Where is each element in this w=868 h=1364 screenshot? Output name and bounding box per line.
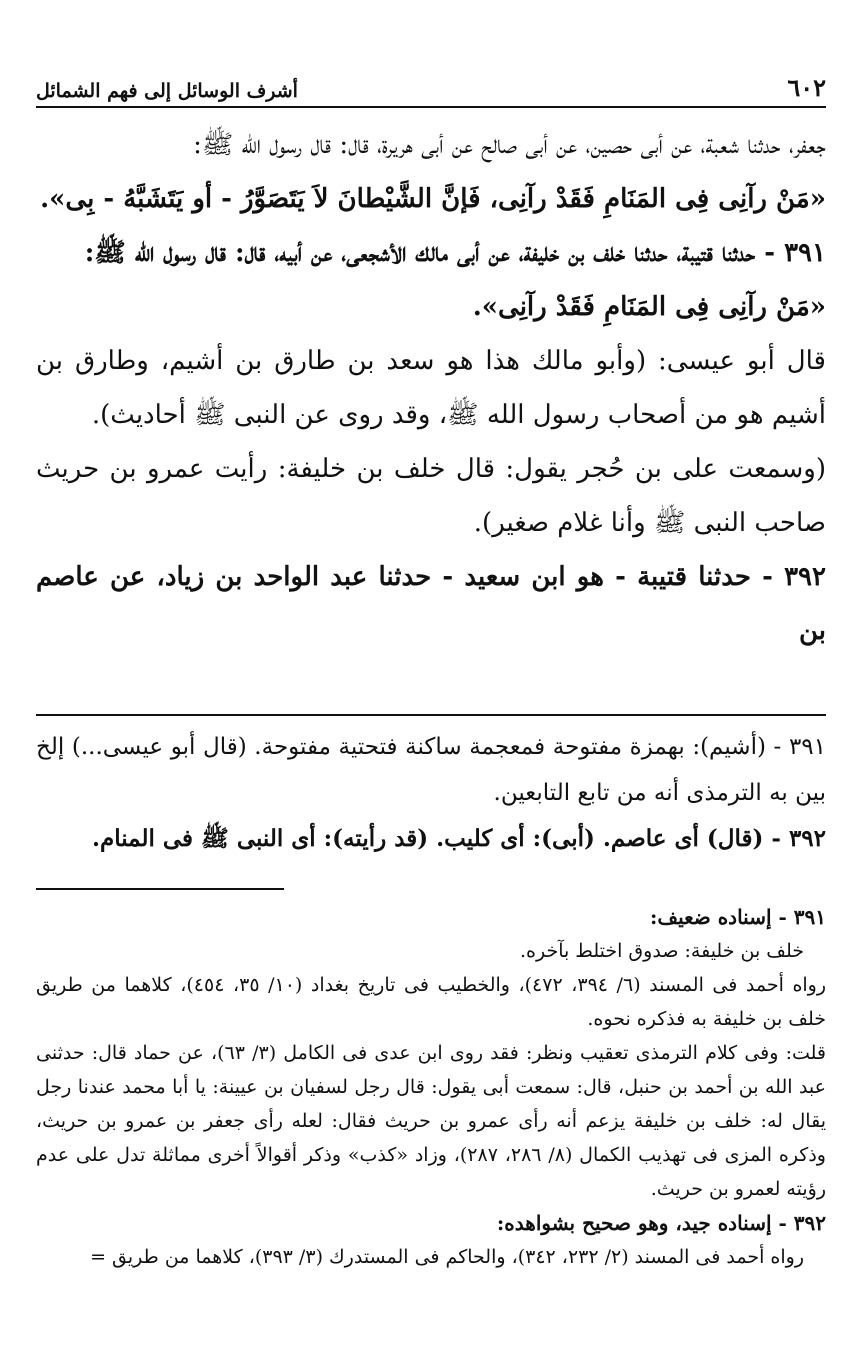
running-header <box>36 62 826 108</box>
takhrij-section <box>36 900 826 1274</box>
takhrij-line: خلف بن خليفة: صدوق اختلط بآخره. <box>519 940 804 962</box>
hadith-isnad-392: ٣٩٢ - حدثنا قتيبة - هو ابن سعيد - حدثنا عبد الواحد بن زياد، عن عاصم بن <box>36 562 826 646</box>
takhrij-divider <box>36 888 284 890</box>
footnote-divider <box>36 714 826 716</box>
takhrij-line: قلت: وفى كلام الترمذى تعقيب ونظر: فقد روى ابن عدى فى الكامل (٣/ ٦٣)، عن حماد قال: حدثنى عبد الله بن أحمد بن حنبل، قال: سمعت أبى يقول: قال رجل لسفيان بن عيينة: يا أبا محمد عندنا رجل يقال له: خلف بن خليفة يزعم أنه رأى عمرو بن حريث فقال: لعله رأى جعفر بن عمرو بن حريث، وذكره المزى فى تهذيب الكمال (٨/ ٢٨٦، ٢٨٧)، وزاد «كذب» وذكر أقوالاً أخرى مماثلة تدل على عدم رؤيته لعمرو بن حريث. <box>36 1042 826 1200</box>
main-text <box>36 118 826 658</box>
takhrij-line: رواه أحمد فى المسند (٦/ ٣٩٤، ٤٧٢)، والخطيب فى تاريخ بغداد (١٠/ ٣٥، ٤٥٤)، كلاهما من طريق خلف بن خليفة به فذكره نحوه. <box>36 974 827 1030</box>
main-paragraph: (وسمعت على بن حُجر يقول: قال خلف بن خليفة: رأيت عمرو بن حريث صاحب النبى ﷺ وأنا غلام صغير). <box>36 454 826 538</box>
page-number: ٦٠٢ <box>787 73 826 102</box>
hadith-text: «مَنْ رآنِى فِى المَنَامِ فَقَدْ رآنِى، فَإنَّ الشَّيْطانَ لاَ يَتَصَوَّرُ - أو يَتَشَبَّهُ - بِى». <box>40 184 826 214</box>
note-392: ٣٩٢ - (قال) أى عاصم. (أبى): أى كليب. (قد رأيته): أى النبى ﷺ فى المنام. <box>91 825 826 852</box>
commentary-notes <box>36 724 826 862</box>
takhrij-heading-392: ٣٩٢ - إسناده جيد، وهو صحيح بشواهده: <box>496 1211 826 1235</box>
takhrij-line: رواه أحمد فى المسند (٢/ ٢٣٢، ٣٤٢)، والحاكم فى المستدرك (٣/ ٣٩٣)، كلاهما من طريق = <box>90 1246 804 1268</box>
hadith-text: «مَنْ رآنِى فِى المَنَامِ فَقَدْ رآنِى». <box>472 292 826 322</box>
main-paragraph: قال أبو عيسى: (وأبو مالك هذا هو سعد بن طارق بن أشيم، وطارق بن أشيم هو من أصحاب رسول الله ﷺ، وقد روى عن النبى ﷺ أحاديث). <box>36 346 826 430</box>
takhrij-heading-391: ٣٩١ - إسناده ضعيف: <box>649 905 826 929</box>
hadith-isnad-391: ٣٩١ - حدثنا قتيبة، حدثنا خلف بن خليفة، عن أبى مالك الأشجعى، عن أبيه، قال: قال رسول الله ﷺ: <box>84 238 826 268</box>
book-title: أشرف الوسائل إلى فهم الشمائل <box>36 80 298 102</box>
note-391: ٣٩١ - (أشيم): بهمزة مفتوحة فمعجمة ساكنة فتحتية مفتوحة. (قال أبو عيسى...) إلخ بين به الترمذى أنه من تابع التابعين. <box>36 734 826 806</box>
main-paragraph: جعفر، حدثنا شعبة، عن أبى حصين، عن أبى صالح عن أبى هريرة، قال: قال رسول الله ﷺ: <box>193 130 826 160</box>
